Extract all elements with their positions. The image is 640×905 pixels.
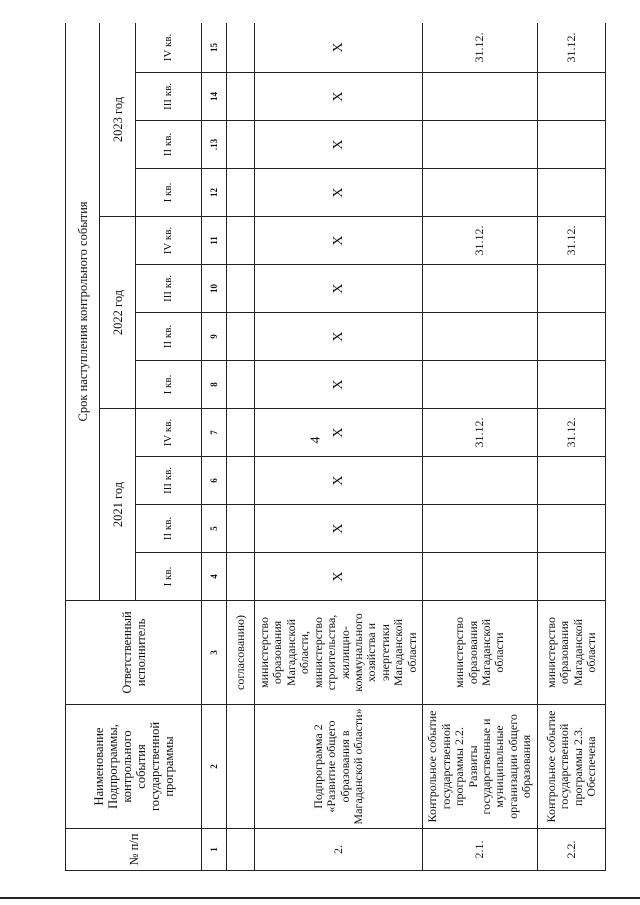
- scan-edge-line: [0, 897, 640, 899]
- row-cell: [227, 361, 255, 409]
- index-cell: 10: [202, 265, 227, 313]
- row-cell: 31.12.: [538, 409, 606, 457]
- index-cell: 15: [202, 23, 227, 73]
- row-cell: [423, 265, 538, 313]
- row-cell: X: [255, 409, 423, 457]
- row-cell: [538, 553, 606, 601]
- header-quarter: III кв.: [136, 73, 202, 121]
- row-cell: 31.12.: [538, 23, 606, 73]
- index-cell: 4: [202, 553, 227, 601]
- row-name: Контрольное событие государственной программы 2.3. Обеспечена: [538, 705, 606, 829]
- index-cell: 5: [202, 505, 227, 553]
- index-cell: .13: [202, 121, 227, 169]
- table-row: [255, 23, 423, 871]
- row-cell: X: [255, 505, 423, 553]
- header-year-2021: 2021 год: [100, 409, 136, 601]
- header-term: Срок наступления контрольного события: [66, 23, 100, 601]
- header-year-2023: 2023 год: [100, 23, 136, 217]
- row-cell: [423, 121, 538, 169]
- row-cell: [538, 361, 606, 409]
- header-quarter: III кв.: [136, 265, 202, 313]
- row-cell: [227, 217, 255, 265]
- header-quarter: II кв.: [136, 313, 202, 361]
- table-wrapper: [65, 23, 606, 871]
- page-number: 4: [308, 436, 324, 444]
- row-num: 2.2.: [538, 829, 606, 871]
- row-cell: [423, 169, 538, 217]
- header-quarter: II кв.: [136, 121, 202, 169]
- index-cell: 11: [202, 217, 227, 265]
- header-quarter: I кв.: [136, 553, 202, 601]
- index-cell: 9: [202, 313, 227, 361]
- row-num: 2.: [255, 829, 423, 871]
- row-cell: 31.12.: [538, 217, 606, 265]
- row-num: 2.1.: [423, 829, 538, 871]
- index-cell: 3: [202, 601, 227, 705]
- row-cell: [538, 73, 606, 121]
- index-cell: 8: [202, 361, 227, 409]
- row-cell: [227, 23, 255, 73]
- row-cell: 31.12.: [423, 23, 538, 73]
- row-cell: [227, 409, 255, 457]
- row-cell: [423, 553, 538, 601]
- row-name: Подпрограмма 2 «Развитие общего образования в Магаданской области»: [255, 705, 423, 829]
- row-name: Контрольное событие государственной программы 2.2. Развиты государственные и муниципальные организации общего образования: [423, 705, 538, 829]
- row-cell: 31.12.: [423, 409, 538, 457]
- header-quarter: IV кв.: [136, 23, 202, 73]
- table-row: [538, 23, 606, 871]
- row-cell: [423, 313, 538, 361]
- row-cell: [423, 505, 538, 553]
- row-cell: [538, 313, 606, 361]
- row-cell: X: [255, 23, 423, 73]
- row-cell: [227, 169, 255, 217]
- row-cell: 31.12.: [423, 217, 538, 265]
- row-executor: согласованию): [227, 601, 255, 705]
- header-quarter: III кв.: [136, 457, 202, 505]
- header-num: № п/п: [66, 829, 202, 871]
- row-cell: [538, 265, 606, 313]
- row-cell: X: [255, 265, 423, 313]
- header-quarter: IV кв.: [136, 217, 202, 265]
- row-executor: министерство образования Магаданской области: [423, 601, 538, 705]
- table-row: [423, 23, 538, 871]
- row-cell: [423, 361, 538, 409]
- row-cell: [227, 505, 255, 553]
- header-year-2022: 2022 год: [100, 217, 136, 409]
- index-cell: 1: [202, 829, 227, 871]
- row-name: [227, 705, 255, 829]
- row-cell: [423, 73, 538, 121]
- row-cell: [423, 457, 538, 505]
- header-quarter: I кв.: [136, 169, 202, 217]
- index-cell: 7: [202, 409, 227, 457]
- row-cell: [227, 553, 255, 601]
- header-executor: Ответственный исполнитель: [66, 601, 202, 705]
- row-num: [227, 829, 255, 871]
- rotated-table: [65, 23, 606, 871]
- row-executor: министерство образования Магаданской области, министерство строительства, жилищно-коммунального хозяйства и энергетики Магаданской области: [255, 601, 423, 705]
- index-cell: 6: [202, 457, 227, 505]
- header-name: Наименование Подпрограммы, контрольного события государственной программы: [66, 705, 202, 829]
- row-cell: [538, 505, 606, 553]
- row-cell: X: [255, 121, 423, 169]
- index-cell: 14: [202, 73, 227, 121]
- row-cell: X: [255, 313, 423, 361]
- row-cell: X: [255, 73, 423, 121]
- header-quarter: II кв.: [136, 505, 202, 553]
- row-cell: [538, 169, 606, 217]
- control-events-table: [65, 23, 606, 871]
- index-row: [202, 23, 227, 871]
- row-cell: X: [255, 361, 423, 409]
- row-cell: [538, 457, 606, 505]
- table-row: [227, 23, 255, 871]
- row-cell: X: [255, 217, 423, 265]
- row-cell: [227, 457, 255, 505]
- index-cell: 12: [202, 169, 227, 217]
- header-quarter: IV кв.: [136, 409, 202, 457]
- row-cell: [227, 121, 255, 169]
- row-cell: [227, 265, 255, 313]
- row-cell: [538, 121, 606, 169]
- row-cell: [227, 313, 255, 361]
- index-cell: 2: [202, 705, 227, 829]
- row-cell: X: [255, 553, 423, 601]
- row-executor: министерство образования Магаданской области: [538, 601, 606, 705]
- row-cell: [227, 73, 255, 121]
- row-cell: X: [255, 457, 423, 505]
- row-cell: X: [255, 169, 423, 217]
- header-quarter: I кв.: [136, 361, 202, 409]
